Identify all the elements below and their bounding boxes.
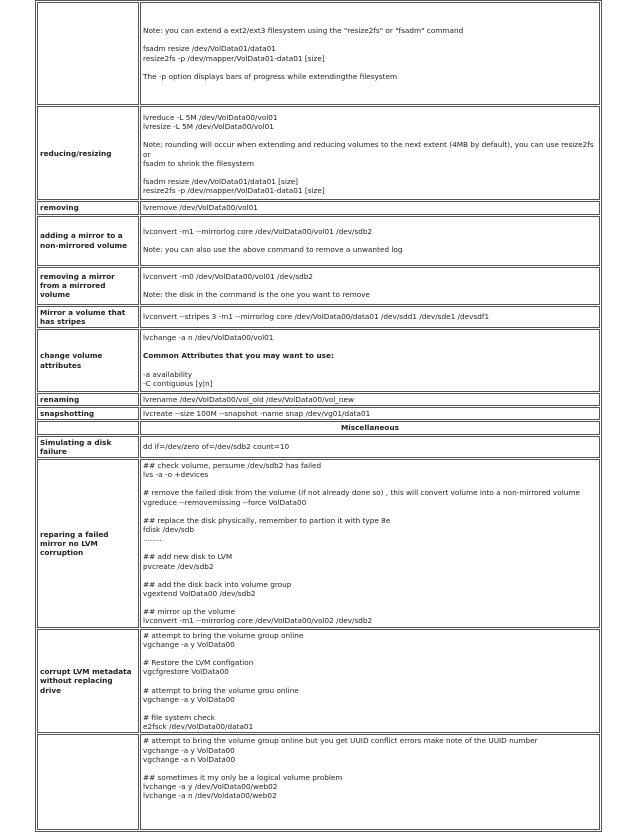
- line-gap: [143, 598, 597, 607]
- row-label: removing: [37, 201, 139, 214]
- content-line: -a availability: [143, 369, 193, 379]
- content-line: ........: [143, 534, 162, 544]
- content-line: ## add new disk to LVM: [143, 552, 233, 562]
- table-row: [37, 2, 600, 105]
- table-row: [37, 216, 600, 266]
- content-line: Note: the disk in the command is the one you want to remove: [143, 290, 371, 300]
- content-line: # attempt to bring the volume grou online: [143, 685, 299, 695]
- content-line: lvreduce -L 5M /dev/VolData00/vol01: [143, 113, 278, 122]
- table-row: [37, 407, 600, 420]
- content-line: fsadm to shrink the filesystem: [143, 158, 254, 168]
- row-label: Mirror a volume that has stripes: [37, 306, 139, 328]
- line-gap: [143, 543, 597, 552]
- content-line: # remove the failed disk from the volume (if not already done so) , this will convert volume into a non-mirrored volume: [143, 488, 580, 498]
- content-line: pvcreate /dev/sdb2: [143, 561, 214, 571]
- content-line: vgchange -a y VolData00: [143, 694, 235, 704]
- content-line: vgchange -a y VolData00: [143, 745, 235, 755]
- row-label: [37, 2, 139, 105]
- content-line: Note: rounding will occur when extending and reducing volumes to the next extent (4MB by default), you can use resize2fs or: [143, 140, 594, 159]
- table-row: [37, 201, 600, 214]
- row-content: [140, 2, 600, 105]
- content-line: vgcfgrestore VolData00: [143, 667, 229, 677]
- row-label: reducing/resizing: [37, 106, 139, 200]
- content-line: # file system check: [143, 712, 215, 722]
- line-gap: [143, 704, 597, 713]
- table-row: [37, 306, 600, 328]
- table-row: [37, 393, 600, 406]
- content-line: dd if=/dev/zero of=/dev/sdb2 count=10: [143, 442, 290, 452]
- content-line: ## check volume, persume /dev/sdb2 has failed: [143, 461, 322, 471]
- row-label: [37, 421, 139, 434]
- content-line: vgextend VolData00 /dev/sdb2: [143, 589, 256, 599]
- line-gap: [143, 764, 597, 773]
- content-line: lvcreate --size 100M --snapshot -name snap /dev/vg01/data01: [143, 409, 371, 419]
- content-line: The -p option displays bars of progress while extendingthe filesystem: [143, 71, 398, 81]
- content-line: Note: you can extend a ext2/ext3 filesystem using the "resize2fs" or "fsadm" command: [143, 26, 464, 36]
- table-row: [37, 267, 600, 305]
- content-line: # attempt to bring the volume group online but you get UUID conflict errors make note of the UUID number: [143, 736, 538, 746]
- content-line: lvconvert -m1 --mirrorlog core /dev/VolData00/vol02 /dev/sdb2: [143, 616, 373, 626]
- row-content: [140, 306, 600, 328]
- line-gap: [143, 35, 597, 44]
- row-content: [140, 734, 600, 830]
- row-content: [140, 267, 600, 305]
- line-gap: [143, 479, 597, 488]
- row-content: [140, 393, 600, 406]
- content-line: ## replace the disk physically, remember to partion it with type 8e: [143, 515, 391, 525]
- table-row: [37, 421, 600, 434]
- row-content: [140, 216, 600, 266]
- table-row: [37, 629, 600, 734]
- content-line: fsadm resize /dev/VolData01/data01 [size]: [143, 177, 299, 187]
- line-gap: [143, 571, 597, 580]
- row-content: [140, 201, 600, 214]
- line-gap: [143, 342, 597, 351]
- lvm-reference-table: [35, 0, 602, 832]
- row-label: snapshotting: [37, 407, 139, 420]
- content-line: lvs -a -o +devices: [143, 470, 209, 480]
- row-content: [140, 436, 600, 458]
- content-line: Note: you can also use the above command to remove a unwanted log: [143, 245, 403, 255]
- table-row: [37, 436, 600, 458]
- row-label: change volume attributes: [37, 329, 139, 392]
- row-content: [140, 407, 600, 420]
- row-label: reparing a failed mirror no LVM corruption: [37, 459, 139, 628]
- row-label: [37, 734, 139, 830]
- content-line: lvchange -a n /dev/VolData00/vol01: [143, 333, 274, 343]
- line-gap: [143, 236, 597, 245]
- table-row: [37, 734, 600, 830]
- content-line: resize2fs -p /dev/mapper/VolData01-data01 [size]: [143, 53, 325, 63]
- row-content: [140, 329, 600, 392]
- table-row: [37, 459, 600, 628]
- content-line: ## mirror up the volume: [143, 607, 236, 617]
- row-content: [140, 106, 600, 200]
- content-line: lvchange -a n /dev/Voldata00/web02: [143, 791, 277, 801]
- line-gap: [143, 281, 597, 290]
- line-gap: [143, 507, 597, 516]
- content-line: resize2fs -p /dev/mapper/VolData01-data01 [size]: [143, 186, 325, 196]
- content-line: e2fsck /dev/VolData00/data01: [143, 722, 254, 732]
- section-header: Miscellaneous: [140, 421, 600, 434]
- content-line: vgchange -a y VolData00: [143, 639, 235, 649]
- line-gap: [143, 168, 597, 177]
- table-row: [37, 106, 600, 200]
- content-line: lvresize -L 5M /dev/VolData00/vol01: [143, 122, 274, 132]
- row-label: removing a mirror from a mirrored volume: [37, 267, 139, 305]
- row-label: renaming: [37, 393, 139, 406]
- row-label: adding a mirror to a non-mirrored volume: [37, 216, 139, 266]
- content-line: -C contiguous [y|n]: [143, 378, 213, 388]
- content-line: # Restore the LVM configation: [143, 658, 254, 668]
- content-line: ## sometimes it my only be a logical volume problem: [143, 772, 343, 782]
- content-line: # attempt to bring the volume group online: [143, 630, 304, 640]
- content-line: lvconvert -m0 /dev/VolData00/vol01 /dev/sdb2: [143, 271, 314, 281]
- content-line: lvchange -a y /dev/VolData00/web02: [143, 782, 278, 792]
- content-line: lvremove /dev/VolData00/vol01: [143, 203, 258, 213]
- content-line: fsadm resize /dev/VolData01/data01: [143, 44, 276, 54]
- content-line: lvconvert -m1 --mirrorlog core /dev/VolData00/vol01 /dev/sdb2: [143, 226, 373, 236]
- content-line: vgchange -a n VolData00: [143, 754, 236, 764]
- content-line: fdisk /dev/sdb: [143, 525, 194, 535]
- line-gap: [143, 131, 597, 140]
- row-content: [140, 629, 600, 734]
- line-gap: [143, 361, 597, 370]
- row-content: [140, 459, 600, 628]
- line-gap: [143, 649, 597, 658]
- line-gap: [143, 677, 597, 686]
- row-label: corrupt LVM metadata without replacing drive: [37, 629, 139, 734]
- content-line: lvconvert --stripes 3 -m1 --mirrorlog core /dev/VolData00/data01 /dev/sdd1 /dev/sde1 /devsdf1: [143, 312, 490, 322]
- row-label: Simulating a disk failure: [37, 436, 139, 458]
- table-row: [37, 329, 600, 392]
- content-line: Common Attributes that you may want to use:: [143, 351, 334, 361]
- content-line: lvrename /dev/VolData00/vol_old /dev/VolData00/vol_new: [143, 395, 355, 405]
- content-line: vgreduce --removemissing --force VolData00: [143, 497, 307, 507]
- content-line: ## add the disk back into volume group: [143, 579, 292, 589]
- line-gap: [143, 63, 597, 72]
